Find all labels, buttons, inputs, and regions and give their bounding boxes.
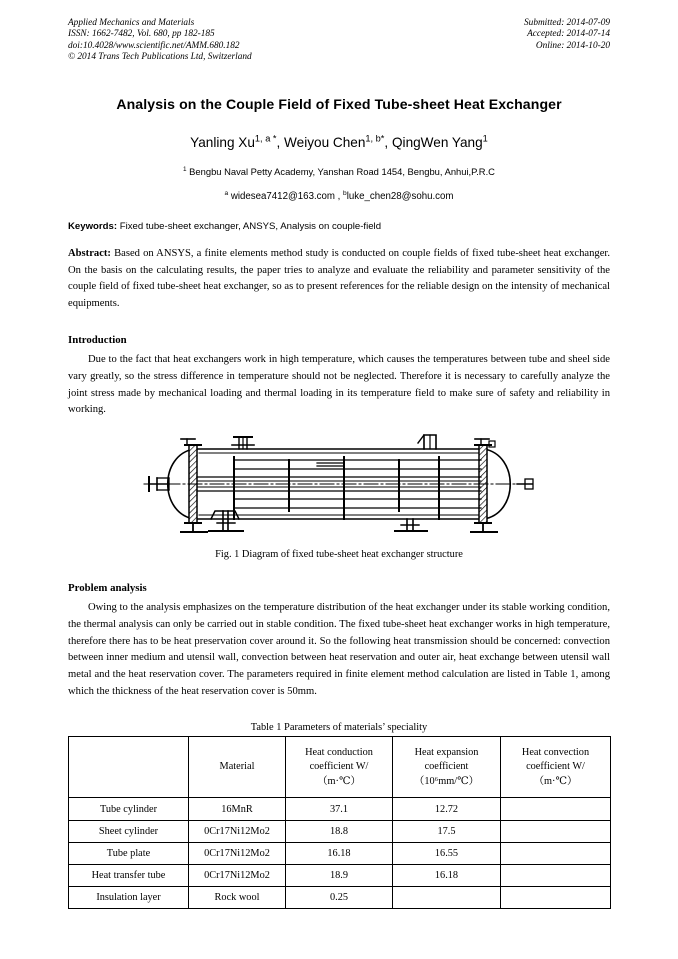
cell-conduction: 0.25 bbox=[286, 887, 393, 909]
cell-convection bbox=[501, 820, 611, 842]
cell-conduction: 18.9 bbox=[286, 864, 393, 886]
table-header-cell-material: Material bbox=[189, 737, 286, 798]
heat-exchanger-diagram bbox=[139, 433, 539, 535]
table-header-cell-convection: Heat convection coefficient W/ （m·℃） bbox=[501, 737, 611, 798]
cell-expansion bbox=[393, 887, 501, 909]
author-3-marker: 1 bbox=[482, 133, 488, 144]
abstract-label: Abstract: bbox=[68, 248, 111, 259]
journal-header bbox=[68, 0, 610, 76]
keywords-label: Keywords: bbox=[68, 221, 118, 232]
problem-analysis-paragraph: Owing to the analysis emphasizes on the temperature distribution of the heat exchanger under its stable working condition, the thermal analysis can only be carried out in stable condition. The fixed tube-sheet heat exchanger works in high temperature, therefore there has to be heat preservation cover around it. So the following heat transmission should be concerned: convection between inner medium and utensil wall, convection between heat reservation and outer air, heat exchange between utensil wall metal and the heat reservation cover. The parameters required in finite element method calculation are listed in Table 1, among which the thickness of the heat reservation cover is 50mm. bbox=[68, 602, 610, 697]
journal-name: Applied Mechanics and Materials bbox=[68, 18, 195, 28]
table-row bbox=[69, 820, 611, 842]
cell-material: 0Cr17Ni12Mo2 bbox=[189, 820, 286, 842]
figure-1-block bbox=[68, 433, 610, 560]
email-b: luke_chen28@sohu.com bbox=[346, 191, 454, 202]
table-row bbox=[69, 864, 611, 886]
page-content bbox=[68, 0, 610, 909]
submitted-date: Submitted: 2014-07-09 bbox=[524, 18, 610, 28]
affiliation-text: Bengbu Naval Petty Academy, Yanshan Road 1454, Bengbu, Anhui,P.R.C bbox=[186, 166, 495, 177]
cell-material: 0Cr17Ni12Mo2 bbox=[189, 864, 286, 886]
introduction-paragraph: Due to the fact that heat exchangers work in high temperature, which causes the temperatures between tube and sheel side vary greatly, so the stress difference in temperature should not be neglected. Therefore it is necessary to carefully analyze the joint stress made by mechanical loading and thermal loading in its temperature field to make sure of safety and reliability in working. bbox=[68, 354, 610, 416]
affiliation bbox=[68, 166, 610, 177]
journal-doi: doi:10.4028/www.scientific.net/AMM.680.182 bbox=[68, 40, 240, 51]
email-a-marker: a bbox=[224, 189, 229, 197]
author-2-marker: 1, b* bbox=[365, 133, 385, 144]
table-1-caption: Table 1 Parameters of materials’ speciality bbox=[250, 722, 428, 734]
cell-part: Heat transfer tube bbox=[69, 864, 189, 886]
cell-expansion: 12.72 bbox=[393, 798, 501, 820]
cell-conduction: 18.8 bbox=[286, 820, 393, 842]
table-row bbox=[69, 842, 611, 864]
cell-convection bbox=[501, 864, 611, 886]
online-date: Online: 2014-10-20 bbox=[535, 40, 610, 51]
author-separator-2: , bbox=[384, 135, 392, 150]
keywords-text: Fixed tube-sheet exchanger, ANSYS, Analysis on couple-field bbox=[117, 221, 382, 232]
page-title: Analysis on the Couple Field of Fixed Tube-sheet Heat Exchanger bbox=[116, 96, 562, 112]
cell-material: 16MnR bbox=[189, 798, 286, 820]
author-separator-1: , bbox=[276, 135, 285, 150]
affiliation-marker: 1 bbox=[183, 165, 187, 173]
section-heading-introduction: Introduction bbox=[68, 334, 127, 347]
cell-part: Tube plate bbox=[69, 842, 189, 864]
table-header-cell-conduction: Heat conduction coefficient W/ （m·℃） bbox=[286, 737, 393, 798]
cell-part: Tube cylinder bbox=[69, 798, 189, 820]
journal-header-right bbox=[524, 18, 610, 52]
accepted-date: Accepted: 2014-07-14 bbox=[527, 29, 610, 40]
cell-material: Rock wool bbox=[189, 887, 286, 909]
cell-expansion: 16.55 bbox=[393, 842, 501, 864]
email-a: widesea7412@163.com , bbox=[228, 191, 344, 202]
cell-conduction: 37.1 bbox=[286, 798, 393, 820]
author-1-marker: 1, a * bbox=[254, 133, 277, 144]
journal-issn-volume: ISSN: 1662-7482, Vol. 680, pp 182-185 bbox=[68, 29, 215, 40]
table-body bbox=[69, 798, 611, 909]
cell-convection bbox=[501, 842, 611, 864]
figure-1-image-wrap bbox=[68, 433, 610, 540]
table-header-cell-part bbox=[69, 737, 189, 798]
table-row bbox=[69, 798, 611, 820]
section-heading-problem-analysis: Problem analysis bbox=[68, 582, 147, 595]
keywords-line bbox=[68, 221, 610, 232]
author-emails bbox=[68, 191, 610, 202]
table-header-cell-expansion: Heat expansion coefficient （10⁶mm/℃） bbox=[393, 737, 501, 798]
journal-copyright: © 2014 Trans Tech Publications Ltd, Switzerland bbox=[68, 52, 252, 63]
parameters-table bbox=[68, 736, 611, 909]
table-header bbox=[69, 737, 611, 798]
author-3-name: QingWen Yang bbox=[391, 135, 483, 150]
abstract-text: Based on ANSYS, a finite elements method study is conducted on couple fields of fixed tube-sheet heat exchanger. On the basis on the calculating results, the paper tries to analyze and evaluate the reliability and parameter sensitivity of the couple field of fixed tube-sheet heat exchanger, so as to present references for the reliable design on the intensity of mechanical equipments. bbox=[68, 248, 610, 309]
cell-expansion: 17.5 bbox=[393, 820, 501, 842]
cell-convection bbox=[501, 798, 611, 820]
cell-convection bbox=[501, 887, 611, 909]
cell-material: 0Cr17Ni12Mo2 bbox=[189, 842, 286, 864]
journal-header-left bbox=[68, 18, 252, 64]
cell-expansion: 16.18 bbox=[393, 864, 501, 886]
figure-1-caption: Fig. 1 Diagram of fixed tube-sheet heat exchanger structure bbox=[215, 549, 463, 561]
author-2-name: Weiyou Chen bbox=[284, 135, 366, 150]
table-row bbox=[69, 887, 611, 909]
author-list bbox=[68, 135, 610, 150]
cell-part: Sheet cylinder bbox=[69, 820, 189, 842]
cell-part: Insulation layer bbox=[69, 887, 189, 909]
table-1-block bbox=[68, 722, 610, 909]
author-1-name: Yanling Xu bbox=[190, 135, 255, 150]
abstract-block bbox=[68, 246, 610, 312]
email-b-marker: b bbox=[343, 189, 347, 197]
table-header-row bbox=[69, 737, 611, 798]
cell-conduction: 16.18 bbox=[286, 842, 393, 864]
